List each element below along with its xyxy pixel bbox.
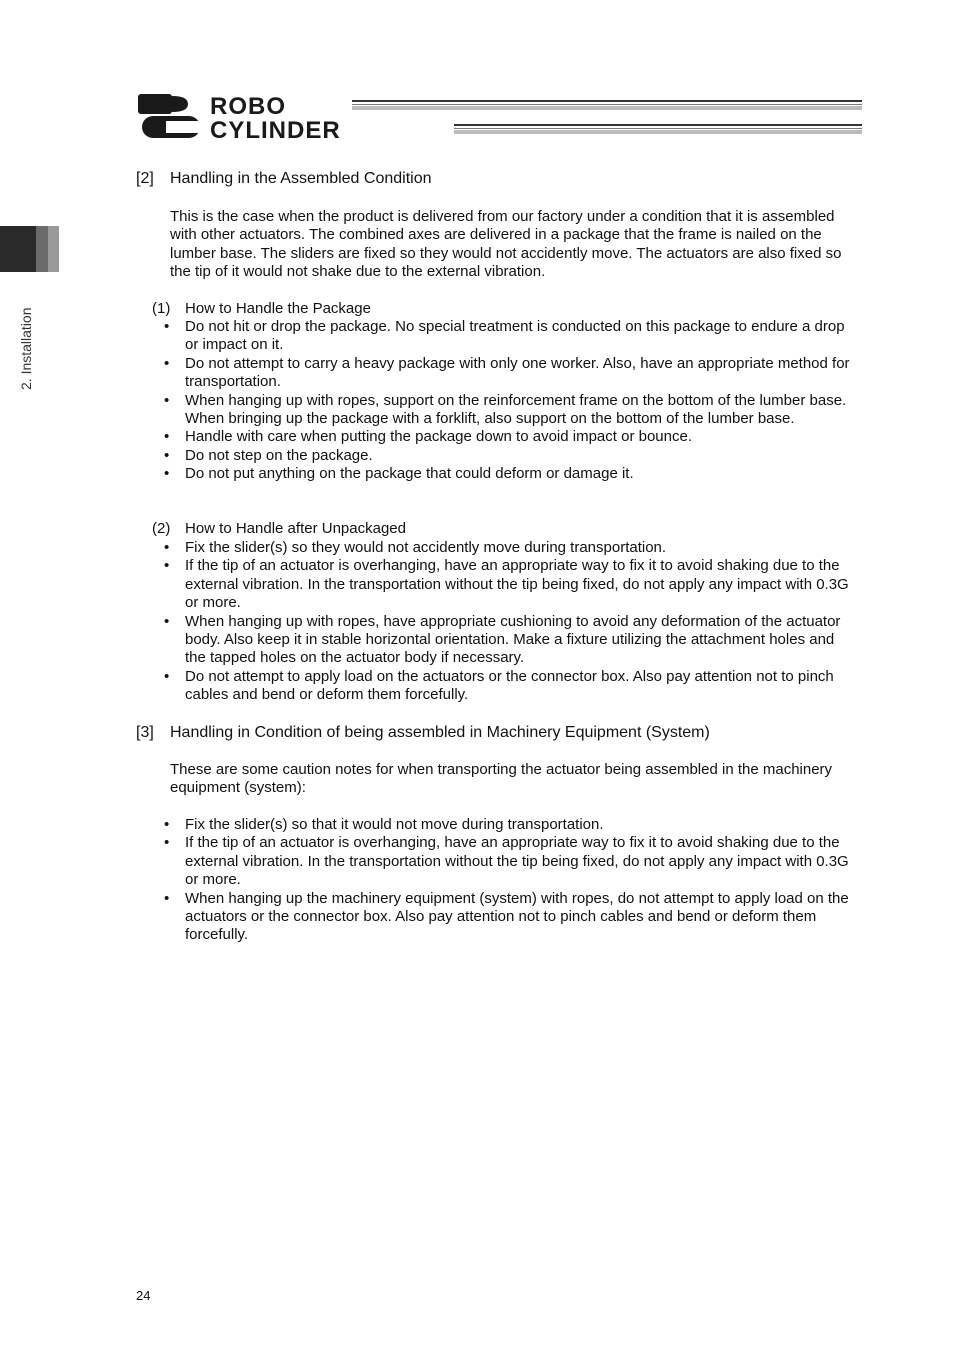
list-item: • If the tip of an actuator is overhanging, have an appropriate way to fix it to avoid shaking due to the external vibration. In the transportation without the tip being fixed, do not apply any impact with 0.3G or more. [164, 834, 852, 889]
subsection-2-heading [152, 520, 406, 538]
list-item: • If the tip of an actuator is overhanging, have an appropriate way to fix it to avoid shaking due to the external vibration. In the transportation without the tip being fixed, do not apply any impact with 0.3G or more. [164, 557, 852, 612]
rc-logo-mark [138, 94, 200, 138]
list-item: • Do not attempt to apply load on the actuators or the connector box. Also pay attention not to pinch cables and bend or deform them forcefully. [164, 668, 852, 705]
unpackaged-handling-list [164, 539, 852, 705]
section-2-heading [136, 170, 432, 188]
section-3-heading [136, 724, 710, 742]
section-3-number: [3] [136, 724, 154, 741]
chapter-tab-shade-light [48, 226, 59, 272]
list-item: • Do not step on the package. [164, 447, 852, 465]
section-3-title: Handling in Condition of being assembled in Machinery Equipment (System) [170, 724, 710, 741]
logo-text-cylinder: CYLINDER [210, 117, 341, 140]
section-2-intro: This is the case when the product is delivered from our factory under a condition that it is assembled with other actuators. The combined axes are delivered in a package that the frame is nailed on the lumber base. The sliders are fixed so they would not accidently move. The actuators are also fixed so the tip of it would not shake due to the external vibration. [170, 208, 842, 281]
robo-cylinder-logo [136, 92, 864, 140]
subsection-2-number: (2) [152, 520, 171, 537]
package-handling-list [164, 318, 852, 484]
list-item: • Do not hit or drop the package. No special treatment is conducted on this package to endure a drop or impact on it. [164, 318, 852, 355]
header-rule-top [352, 100, 862, 110]
list-item: • Do not put anything on the package that could deform or damage it. [164, 465, 852, 483]
section-2-number: [2] [136, 170, 154, 187]
subsection-2-title: How to Handle after Unpackaged [185, 520, 406, 537]
list-item: • Fix the slider(s) so they would not accidently move during transportation. [164, 539, 852, 557]
page-number: 24 [136, 1288, 151, 1303]
list-item: • Do not attempt to carry a heavy package with only one worker. Also, have an appropriate method for transportation. [164, 355, 852, 392]
section-2-title: Handling in the Assembled Condition [170, 170, 432, 187]
logo-text-robo: ROBO [210, 93, 286, 120]
chapter-tab-marker [0, 226, 36, 272]
list-item: • Fix the slider(s) so that it would not move during transportation. [164, 816, 852, 834]
list-item: • When hanging up with ropes, support on the reinforcement frame on the bottom of the lumber base. When bringing up the package with a forklift, also support on the bottom of the lumber base. [164, 392, 852, 429]
list-item: • Handle with care when putting the package down to avoid impact or bounce. [164, 428, 852, 446]
section-3-intro: These are some caution notes for when transporting the actuator being assembled in the machinery equipment (system): [170, 761, 833, 797]
subsection-1-heading [152, 300, 371, 318]
header-rule-bottom [454, 124, 862, 134]
machinery-handling-list [164, 816, 852, 945]
subsection-1-number: (1) [152, 300, 171, 317]
chapter-tab-shade [36, 226, 48, 272]
subsection-1-title: How to Handle the Package [185, 300, 371, 317]
chapter-tab-label: 2. Installation [18, 307, 34, 390]
list-item: • When hanging up the machinery equipment (system) with ropes, do not attempt to apply load on the actuators or the connector box. Also pay attention not to pinch cables and bend or deform them forcefully. [164, 890, 852, 945]
list-item: • When hanging up with ropes, have appropriate cushioning to avoid any deformation of the actuator body. Also keep it in stable horizontal orientation. Make a fixture utilizing the attachment holes and the tapped holes on the actuator body if necessary. [164, 613, 852, 668]
